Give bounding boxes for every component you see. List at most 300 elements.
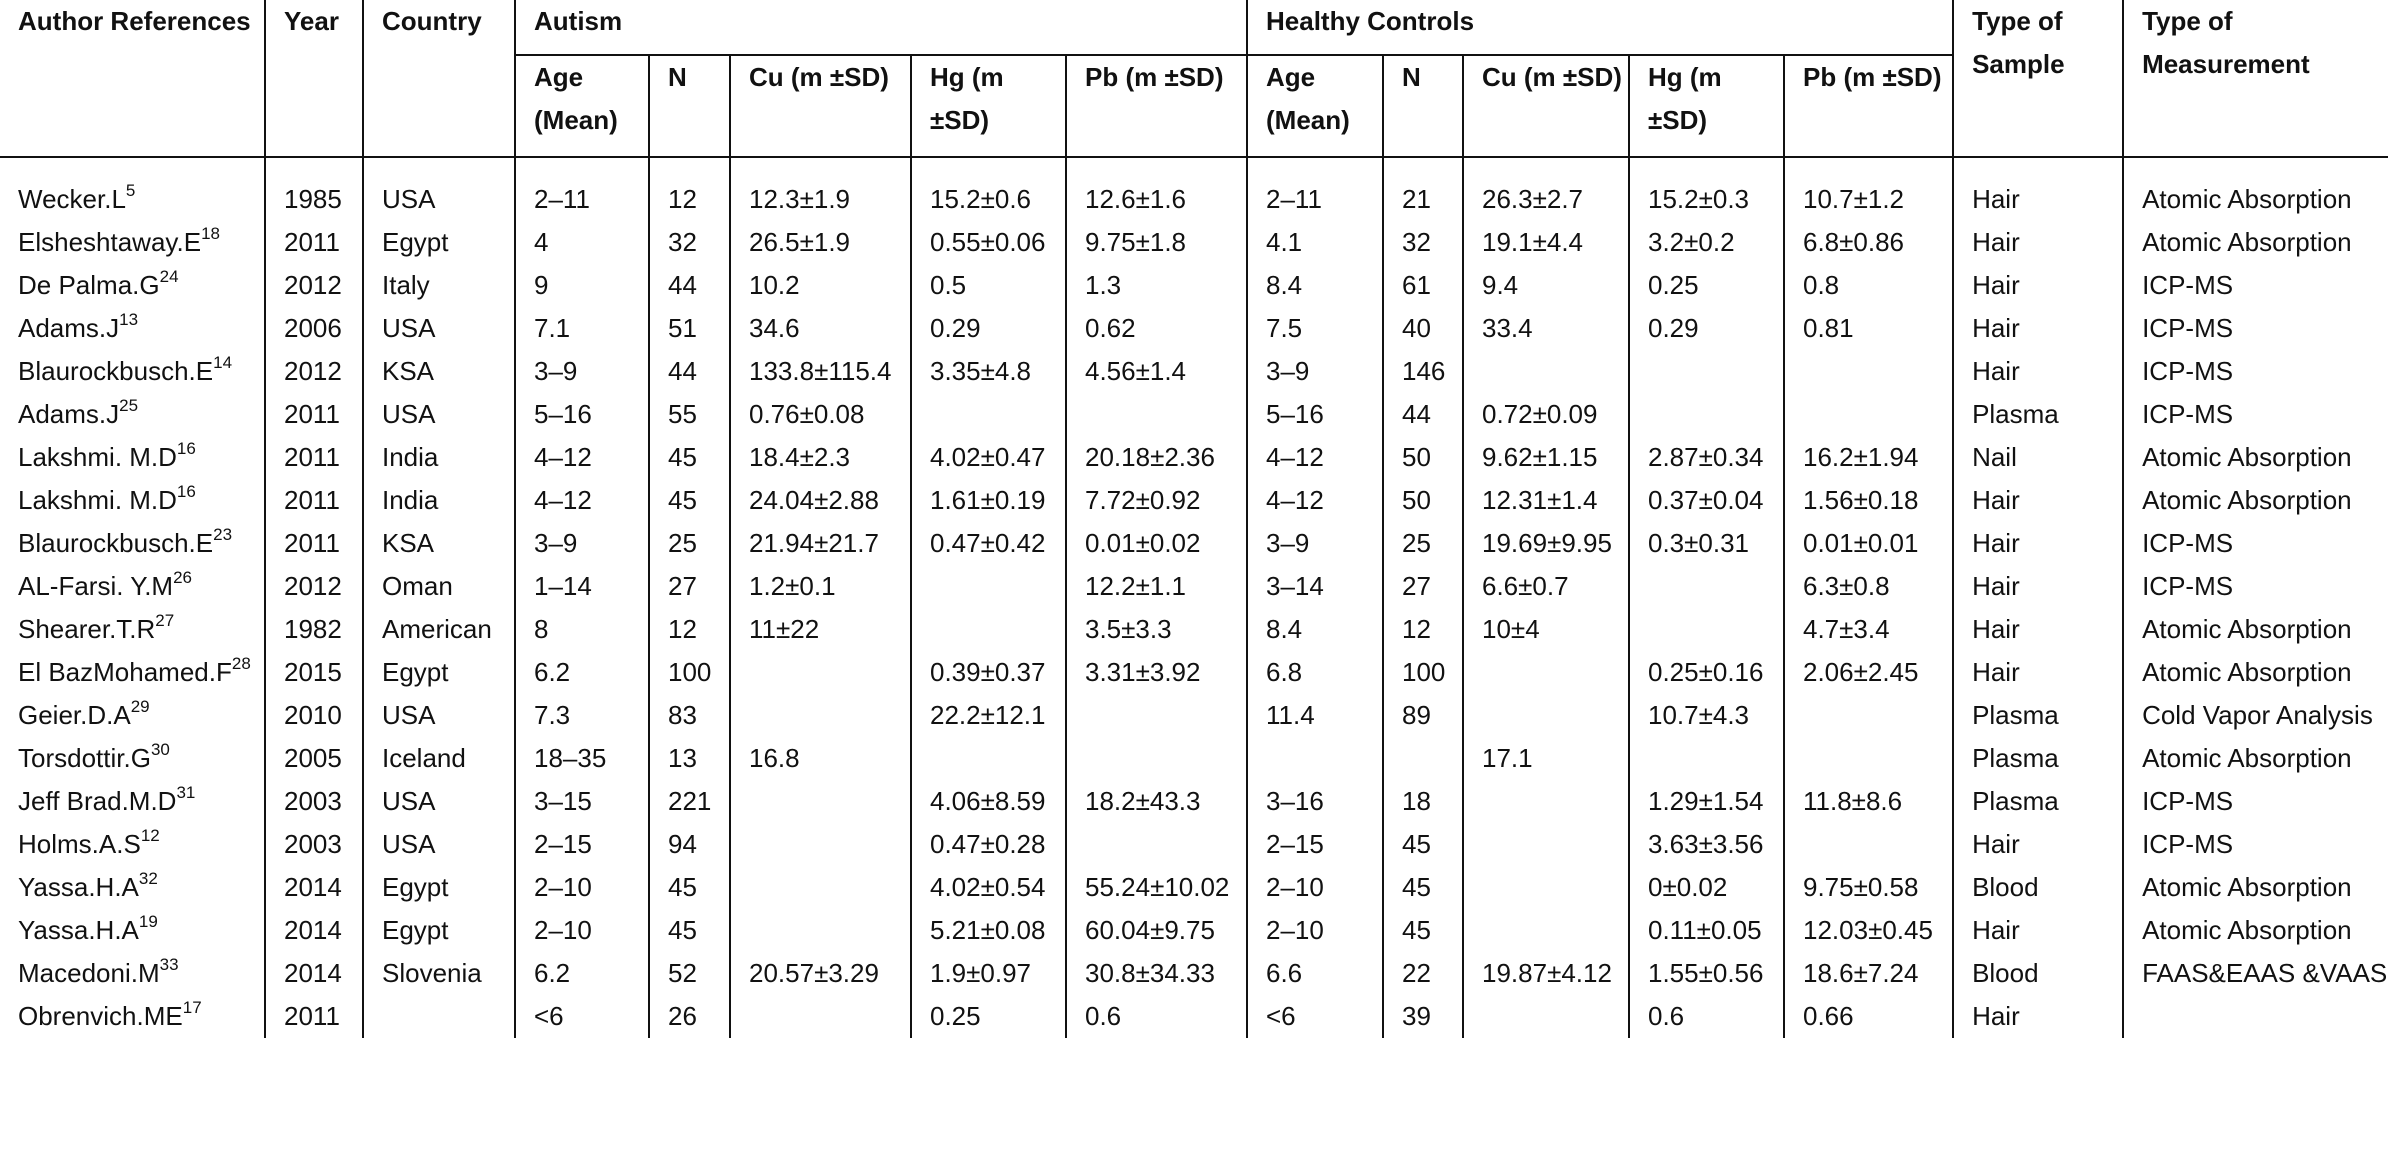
cell-c-age: 8.4: [1247, 608, 1383, 651]
cell-c-pb: [1784, 350, 1953, 393]
cell-year: 2012: [265, 264, 363, 307]
cell-c-n: 12: [1383, 608, 1463, 651]
cell-c-age: 2–11: [1247, 157, 1383, 221]
cell-c-hg: [1629, 350, 1784, 393]
reference-number: 19: [138, 912, 158, 932]
table-row: [0, 780, 2388, 823]
cell-country: USA: [363, 823, 515, 866]
cell-a-age: 2–10: [515, 909, 649, 952]
cell-year: 2012: [265, 350, 363, 393]
reference-number: 16: [176, 482, 196, 502]
cell-country: USA: [363, 393, 515, 436]
cell-author: [0, 737, 265, 780]
cell-a-age: 2–11: [515, 157, 649, 221]
cell-method: Atomic Absorption: [2142, 657, 2352, 687]
cell-c-age: [1247, 737, 1383, 780]
table-row: [0, 221, 2388, 264]
cell-c-n: 21: [1383, 157, 1463, 221]
author-name: Adams.J: [18, 313, 120, 343]
cell-c-age: 3–14: [1247, 565, 1383, 608]
cell-a-pb: 20.18±2.36: [1066, 436, 1247, 479]
cell-author: [0, 436, 265, 479]
cell-a-age: 18–35: [515, 737, 649, 780]
header-sample-type: Type of Sample: [1953, 0, 2123, 157]
cell-year: 2003: [265, 780, 363, 823]
cell-a-age: <6: [515, 995, 649, 1038]
cell-a-age: 3–9: [515, 522, 649, 565]
cell-c-cu: 19.1±4.4: [1463, 221, 1629, 264]
cell-a-pb: 0.62: [1066, 307, 1247, 350]
cell-c-n: 40: [1383, 307, 1463, 350]
cell-country: India: [363, 436, 515, 479]
header-controls-cu: Cu (m ±SD): [1463, 55, 1629, 157]
cell-country: India: [363, 479, 515, 522]
cell-sample: Hair: [1953, 522, 2123, 565]
cell-c-age: 3–9: [1247, 350, 1383, 393]
cell-method: Atomic Absorption: [2142, 184, 2352, 214]
cell-c-hg: [1629, 565, 1784, 608]
author-name: Holms.A.S: [18, 829, 141, 859]
reference-number: 28: [231, 654, 251, 674]
author-name: Shearer.T.R: [18, 614, 156, 644]
cell-a-cu: 1.2±0.1: [730, 565, 911, 608]
cell-country: USA: [363, 780, 515, 823]
cell-method: ICP-MS: [2142, 356, 2234, 386]
cell-c-pb: [1784, 694, 1953, 737]
cell-c-hg: 2.87±0.34: [1629, 436, 1784, 479]
cell-c-n: 50: [1383, 436, 1463, 479]
cell-country: [363, 995, 515, 1038]
header-country: Country: [363, 0, 515, 157]
cell-country: Slovenia: [363, 952, 515, 995]
cell-author: [0, 909, 265, 952]
cell-c-pb: 9.75±0.58: [1784, 866, 1953, 909]
cell-a-age: 5–16: [515, 393, 649, 436]
cell-a-cu: 10.2: [730, 264, 911, 307]
table-row: [0, 651, 2388, 694]
cell-author: [0, 221, 265, 264]
cell-country: American: [363, 608, 515, 651]
cell-a-cu: 20.57±3.29: [730, 952, 911, 995]
table-row: [0, 393, 2388, 436]
author-name: Elsheshtaway.E: [18, 227, 202, 257]
cell-c-hg: 0.25±0.16: [1629, 651, 1784, 694]
cell-a-hg: 0.39±0.37: [911, 651, 1066, 694]
cell-a-n: 55: [649, 393, 730, 436]
reference-number: 5: [125, 181, 136, 201]
header-controls-hg: Hg (m ±SD): [1629, 55, 1784, 157]
author-name: Yassa.H.A: [18, 872, 139, 902]
cell-c-cu: 12.31±1.4: [1463, 479, 1629, 522]
reference-number: 13: [119, 310, 139, 330]
cell-sample: Plasma: [1953, 780, 2123, 823]
cell-year: 2014: [265, 952, 363, 995]
cell-a-age: 2–10: [515, 866, 649, 909]
cell-c-pb: [1784, 823, 1953, 866]
header-autism-age: Age (Mean): [515, 55, 649, 157]
header-autism-cu: Cu (m ±SD): [730, 55, 911, 157]
cell-a-age: 4–12: [515, 436, 649, 479]
cell-method: Atomic Absorption: [2142, 442, 2352, 472]
cell-method: Atomic Absorption: [2142, 485, 2352, 515]
cell-c-n: 45: [1383, 909, 1463, 952]
cell-a-pb: 12.2±1.1: [1066, 565, 1247, 608]
cell-country: USA: [363, 157, 515, 221]
cell-year: 2011: [265, 393, 363, 436]
cell-country: Egypt: [363, 221, 515, 264]
cell-a-pb: 3.31±3.92: [1066, 651, 1247, 694]
cell-a-pb: 3.5±3.3: [1066, 608, 1247, 651]
reference-number: 16: [176, 439, 196, 459]
table-row: [0, 522, 2388, 565]
cell-a-n: 221: [649, 780, 730, 823]
cell-author: [0, 157, 265, 221]
cell-a-hg: [911, 737, 1066, 780]
cell-c-n: 45: [1383, 823, 1463, 866]
cell-author: [0, 307, 265, 350]
cell-year: 2005: [265, 737, 363, 780]
cell-year: 2014: [265, 909, 363, 952]
reference-number: 29: [130, 697, 150, 717]
cell-author: [0, 565, 265, 608]
header-controls-n: N: [1383, 55, 1463, 157]
cell-c-hg: 0.37±0.04: [1629, 479, 1784, 522]
author-name: Macedoni.M: [18, 958, 160, 988]
cell-sample: Plasma: [1953, 737, 2123, 780]
cell-c-hg: 0.29: [1629, 307, 1784, 350]
author-name: Obrenvich.ME: [18, 1001, 183, 1031]
cell-sample: Blood: [1953, 952, 2123, 995]
cell-c-cu: 6.6±0.7: [1463, 565, 1629, 608]
cell-a-age: 6.2: [515, 952, 649, 995]
reference-number: 33: [159, 955, 179, 975]
cell-a-hg: 1.61±0.19: [911, 479, 1066, 522]
cell-author: [0, 694, 265, 737]
cell-a-hg: 4.02±0.47: [911, 436, 1066, 479]
cell-a-cu: [730, 866, 911, 909]
author-name: Torsdottir.G: [18, 743, 151, 773]
cell-year: 2011: [265, 995, 363, 1038]
cell-c-age: 8.4: [1247, 264, 1383, 307]
cell-method: ICP-MS: [2142, 270, 2234, 300]
cell-sample: Nail: [1953, 436, 2123, 479]
cell-c-n: 89: [1383, 694, 1463, 737]
cell-country: Egypt: [363, 909, 515, 952]
cell-a-age: 6.2: [515, 651, 649, 694]
cell-c-cu: 19.69±9.95: [1463, 522, 1629, 565]
cell-a-pb: [1066, 393, 1247, 436]
cell-year: 2014: [265, 866, 363, 909]
cell-sample: Hair: [1953, 565, 2123, 608]
cell-a-cu: 0.76±0.08: [730, 393, 911, 436]
cell-c-n: 45: [1383, 866, 1463, 909]
cell-c-n: 39: [1383, 995, 1463, 1038]
cell-c-cu: 9.4: [1463, 264, 1629, 307]
cell-c-hg: 1.29±1.54: [1629, 780, 1784, 823]
cell-a-pb: 0.6: [1066, 995, 1247, 1038]
header-autism-group: Autism: [515, 0, 1247, 55]
cell-c-pb: 1.56±0.18: [1784, 479, 1953, 522]
reference-number: 18: [201, 224, 220, 244]
reference-number: 27: [155, 611, 175, 631]
cell-method: [2123, 995, 2388, 1038]
cell-country: Egypt: [363, 651, 515, 694]
cell-method: Atomic Absorption: [2142, 743, 2352, 773]
cell-a-hg: [911, 565, 1066, 608]
cell-a-hg: 0.55±0.06: [911, 221, 1066, 264]
cell-sample: Hair: [1953, 307, 2123, 350]
cell-c-hg: [1629, 608, 1784, 651]
cell-c-age: 6.6: [1247, 952, 1383, 995]
cell-a-age: 2–15: [515, 823, 649, 866]
cell-a-n: 13: [649, 737, 730, 780]
cell-c-pb: 12.03±0.45: [1784, 909, 1953, 952]
cell-author: [0, 651, 265, 694]
cell-a-n: 12: [649, 157, 730, 221]
cell-c-n: 32: [1383, 221, 1463, 264]
table-row: [0, 307, 2388, 350]
cell-c-hg: 3.2±0.2: [1629, 221, 1784, 264]
cell-c-hg: 0±0.02: [1629, 866, 1784, 909]
cell-c-pb: 0.66: [1784, 995, 1953, 1038]
cell-c-cu: [1463, 909, 1629, 952]
cell-c-n: 27: [1383, 565, 1463, 608]
cell-a-cu: 18.4±2.3: [730, 436, 911, 479]
cell-a-pb: 9.75±1.8: [1066, 221, 1247, 264]
table-row: [0, 866, 2388, 909]
cell-a-hg: 0.29: [911, 307, 1066, 350]
cell-a-age: 8: [515, 608, 649, 651]
cell-a-age: 4: [515, 221, 649, 264]
cell-a-pb: 18.2±43.3: [1066, 780, 1247, 823]
cell-sample: Hair: [1953, 157, 2123, 221]
cell-a-pb: 4.56±1.4: [1066, 350, 1247, 393]
table-row: [0, 436, 2388, 479]
cell-method: Atomic Absorption: [2142, 872, 2352, 902]
author-name: Blaurockbusch.E: [18, 528, 214, 558]
cell-c-cu: 19.87±4.12: [1463, 952, 1629, 995]
cell-c-cu: [1463, 995, 1629, 1038]
cell-year: 2010: [265, 694, 363, 737]
table-row: [0, 565, 2388, 608]
cell-author: [0, 522, 265, 565]
cell-method: Atomic Absorption: [2142, 227, 2352, 257]
cell-a-n: 83: [649, 694, 730, 737]
cell-year: 2015: [265, 651, 363, 694]
cell-a-cu: 21.94±21.7: [730, 522, 911, 565]
cell-a-hg: 22.2±12.1: [911, 694, 1066, 737]
table-body: [0, 157, 2388, 1038]
cell-year: 1982: [265, 608, 363, 651]
cell-a-n: 25: [649, 522, 730, 565]
cell-c-n: 61: [1383, 264, 1463, 307]
cell-a-pb: [1066, 694, 1247, 737]
table-row: [0, 608, 2388, 651]
cell-a-age: 4–12: [515, 479, 649, 522]
cell-a-cu: [730, 694, 911, 737]
cell-year: 2011: [265, 479, 363, 522]
reference-number: 23: [213, 525, 233, 545]
cell-country: KSA: [363, 350, 515, 393]
cell-year: 2011: [265, 221, 363, 264]
cell-a-hg: 1.9±0.97: [911, 952, 1066, 995]
cell-a-cu: 133.8±115.4: [730, 350, 911, 393]
table-row: [0, 479, 2388, 522]
cell-a-hg: [911, 393, 1066, 436]
cell-a-pb: 12.6±1.6: [1066, 157, 1247, 221]
cell-c-cu: 10±4: [1463, 608, 1629, 651]
cell-a-age: 3–9: [515, 350, 649, 393]
cell-country: Oman: [363, 565, 515, 608]
cell-c-hg: [1629, 393, 1784, 436]
cell-author: [0, 608, 265, 651]
cell-a-pb: [1066, 823, 1247, 866]
author-name: AL-Farsi. Y.M: [18, 571, 174, 601]
author-name: Geier.D.A: [18, 700, 131, 730]
cell-method: ICP-MS: [2142, 829, 2234, 859]
cell-c-pb: 10.7±1.2: [1784, 157, 1953, 221]
cell-c-n: 146: [1383, 350, 1463, 393]
cell-country: Egypt: [363, 866, 515, 909]
cell-method: ICP-MS: [2142, 399, 2234, 429]
cell-c-age: 7.5: [1247, 307, 1383, 350]
header-controls-age: Age (Mean): [1247, 55, 1383, 157]
author-name: Adams.J: [18, 399, 120, 429]
cell-a-cu: 12.3±1.9: [730, 157, 911, 221]
cell-a-n: 45: [649, 866, 730, 909]
cell-a-hg: 0.25: [911, 995, 1066, 1038]
cell-a-age: 3–15: [515, 780, 649, 823]
cell-sample: Hair: [1953, 608, 2123, 651]
author-name: Yassa.H.A: [18, 915, 139, 945]
cell-a-cu: 24.04±2.88: [730, 479, 911, 522]
cell-a-n: 52: [649, 952, 730, 995]
cell-author: [0, 952, 265, 995]
cell-author: [0, 393, 265, 436]
header-author: Author References: [0, 0, 265, 157]
cell-author: [0, 866, 265, 909]
reference-number: 30: [150, 740, 170, 760]
cell-c-n: 18: [1383, 780, 1463, 823]
cell-c-age: 4.1: [1247, 221, 1383, 264]
cell-c-pb: 0.01±0.01: [1784, 522, 1953, 565]
cell-a-n: 51: [649, 307, 730, 350]
cell-c-n: 100: [1383, 651, 1463, 694]
reference-number: 26: [173, 568, 193, 588]
header-autism-n: N: [649, 55, 730, 157]
author-name: Blaurockbusch.E: [18, 356, 214, 386]
cell-a-n: 100: [649, 651, 730, 694]
cell-c-n: 22: [1383, 952, 1463, 995]
cell-method: ICP-MS: [2142, 786, 2234, 816]
cell-c-age: 5–16: [1247, 393, 1383, 436]
cell-c-hg: [1629, 737, 1784, 780]
cell-a-n: 26: [649, 995, 730, 1038]
author-name: Jeff Brad.M.D: [18, 786, 177, 816]
cell-author: [0, 479, 265, 522]
cell-a-pb: 7.72±0.92: [1066, 479, 1247, 522]
cell-c-n: [1383, 737, 1463, 780]
cell-c-pb: 0.8: [1784, 264, 1953, 307]
cell-country: USA: [363, 694, 515, 737]
cell-a-cu: [730, 780, 911, 823]
cell-author: [0, 264, 265, 307]
cell-c-pb: 6.3±0.8: [1784, 565, 1953, 608]
cell-method: Cold Vapor Analysis: [2142, 700, 2373, 730]
cell-sample: Hair: [1953, 221, 2123, 264]
header-year: Year: [265, 0, 363, 157]
cell-a-n: 94: [649, 823, 730, 866]
cell-c-cu: [1463, 350, 1629, 393]
cell-sample: Hair: [1953, 823, 2123, 866]
table-row: [0, 694, 2388, 737]
cell-c-cu: 33.4: [1463, 307, 1629, 350]
cell-method: ICP-MS: [2142, 528, 2234, 558]
cell-sample: Hair: [1953, 995, 2123, 1038]
cell-method: FAAS&EAAS &VAAS: [2142, 958, 2388, 988]
cell-c-hg: 0.3±0.31: [1629, 522, 1784, 565]
cell-a-hg: 0.47±0.28: [911, 823, 1066, 866]
cell-author: [0, 780, 265, 823]
cell-year: 1985: [265, 157, 363, 221]
cell-c-n: 44: [1383, 393, 1463, 436]
header-controls-group: Healthy Controls: [1247, 0, 1953, 55]
cell-a-hg: 15.2±0.6: [911, 157, 1066, 221]
cell-c-hg: 0.11±0.05: [1629, 909, 1784, 952]
cell-a-pb: 1.3: [1066, 264, 1247, 307]
cell-c-hg: 1.55±0.56: [1629, 952, 1784, 995]
cell-year: 2011: [265, 522, 363, 565]
table-row: [0, 350, 2388, 393]
cell-method: ICP-MS: [2142, 313, 2234, 343]
cell-sample: Plasma: [1953, 393, 2123, 436]
table-row: [0, 909, 2388, 952]
cell-a-n: 45: [649, 479, 730, 522]
cell-year: 2011: [265, 436, 363, 479]
cell-year: 2012: [265, 565, 363, 608]
cell-author: [0, 823, 265, 866]
cell-method: ICP-MS: [2142, 571, 2234, 601]
author-name: Wecker.L: [18, 184, 126, 214]
cell-sample: Blood: [1953, 866, 2123, 909]
cell-country: Iceland: [363, 737, 515, 780]
cell-a-n: 27: [649, 565, 730, 608]
cell-year: 2006: [265, 307, 363, 350]
cell-sample: Hair: [1953, 651, 2123, 694]
header-autism-hg: Hg (m ±SD): [911, 55, 1066, 157]
cell-country: Italy: [363, 264, 515, 307]
cell-c-age: 2–10: [1247, 909, 1383, 952]
cell-c-pb: 4.7±3.4: [1784, 608, 1953, 651]
cell-a-hg: 5.21±0.08: [911, 909, 1066, 952]
cell-method: Atomic Absorption: [2142, 915, 2352, 945]
cell-a-hg: [911, 608, 1066, 651]
table-row: [0, 823, 2388, 866]
cell-a-cu: [730, 651, 911, 694]
cell-c-cu: [1463, 651, 1629, 694]
cell-a-cu: 26.5±1.9: [730, 221, 911, 264]
table-row: [0, 737, 2388, 780]
cell-a-age: 7.1: [515, 307, 649, 350]
cell-a-hg: 4.02±0.54: [911, 866, 1066, 909]
cell-a-cu: [730, 823, 911, 866]
cell-a-hg: 0.47±0.42: [911, 522, 1066, 565]
cell-year: 2003: [265, 823, 363, 866]
header-measurement-type: Type of Measurement: [2123, 0, 2388, 157]
author-name: De Palma.G: [18, 270, 160, 300]
table-row: [0, 157, 2388, 221]
cell-c-pb: [1784, 737, 1953, 780]
